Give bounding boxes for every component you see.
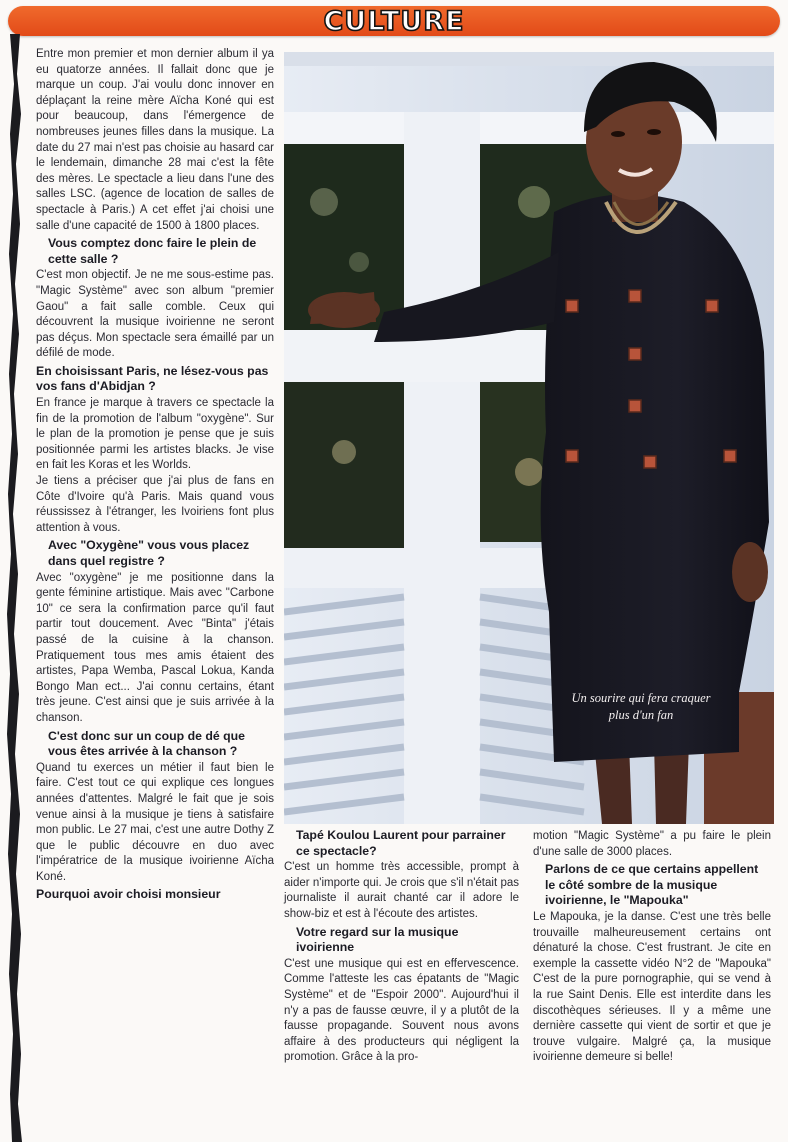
article-column-1 xyxy=(36,47,274,904)
photo-caption xyxy=(546,690,736,724)
paragraph: Avec "oxygène" je me positionne dans la gente féminine artistique. Mais avec "Carbone 10" ce sera la confirmation parce qu'il faut partir tout doucement. Avec "Binta" j'étais passé de la cuisine à la chanson. Pratiquement tous mes amis étaient des artistes, Papa Wemba, Pascal Lokua, Kanda Bongo Man ect... J'ai connu certains, étant très jeune. C'est ainsi que je suis arrivée à la chanson. xyxy=(36,571,274,724)
paragraph: Je tiens a préciser que j'ai plus de fans en Côte d'Ivoire qu'à Paris. Mais quand vous réussissez à l'étranger, les Ivoiriens font plus attention à vous. xyxy=(36,475,274,534)
interview-question: Parlons de ce que certains appellent le côté sombre de la musique ivoirienne, le "Mapouka" xyxy=(545,862,759,908)
caption-line: Un sourire qui fera craquer xyxy=(571,691,711,705)
paragraph: En france je marque à travers ce spectacle la fin de la promotion de l'album "oxygène". Sur le plan de la promotion je pense que je suis positionnée parmi les artistes blacks. Je vise en fait les Koras et les Worlds. xyxy=(36,397,274,472)
paragraph: Entre mon premier et mon dernier album il ya eu quatorze années. Il fallait donc que je marque un coup. J'ai voulu donc innover en déplaçant la reine mère Aïcha Koné qui est pour beaucoup, dans l'émergence de nombreuses jeunes filles dans la musique. La date du 27 mai n'est pas choisie au hasard car le lendemain, dimanche 28 mai c'est la fête des mères. Le spectacle a lieu dans l'une des salles LSC. (agence de location de salles de spectacle à Paris.) A cet effet j'ai choisi une salle d'une capacité de 1500 à 1800 places. xyxy=(36,48,274,232)
article-column-3 xyxy=(533,829,771,1066)
interview-question: Pourquoi avoir choisi monsieur xyxy=(36,887,221,902)
paragraph: Le Mapouka, je la danse. C'est une très belle trouvaille malheureusement certains ont dénaturé la chose. C'est frustrant. Je cite en exemple la cassette vidéo N°2 de "Mapouka" C'est de la pure pornographie, qui se vend à la rue Saint Denis. Elle est interdite dans les discothèques sérieuses. Il y a même une dernière cassette qui vient de sortir et que je trouve vulgaire. Malgré ça, la musique ivoirienne demeure si belle! xyxy=(533,910,771,1064)
interview-question: Votre regard sur la musique ivoirienne xyxy=(296,924,459,955)
interview-question: C'est donc sur un coup de dé que vous êtes arrivée à la chanson ? xyxy=(48,728,245,759)
torn-edge-decoration xyxy=(6,34,28,1142)
paragraph: C'est un homme très accessible, prompt à aider n'importe qui. Je crois que s'il n'était pas journaliste il aurait chanté car il adore le show-biz et est à l'écoute des artistes. xyxy=(284,861,519,920)
section-title: CULTURE xyxy=(323,6,465,37)
caption-line: plus d'un fan xyxy=(608,708,674,722)
paragraph: C'est une musique qui est en effervescence. Comme l'atteste les cas épatants de "Magic Système" et de "Espoir 2000". Aujourd'hui il n'y a pas de fausse œuvre, il y a plutôt de la fausse propagande. Souvent nous avons affaire à des producteurs qui négligent la promotion. Grâce à la pro- xyxy=(284,957,519,1064)
paragraph: motion "Magic Système" a pu faire le plein d'une salle de 3000 places. xyxy=(533,830,771,858)
interview-question: Avec "Oxygène" vous vous placez dans quel registre ? xyxy=(48,538,250,568)
interview-question: Tapé Koulou Laurent pour parrainer ce spectacle? xyxy=(296,828,506,858)
section-banner xyxy=(8,6,780,36)
paragraph: Quand tu exerces un métier il faut bien le faire. C'est tout ce qui explique ces longues années d'attentes. Malgré le fait que je sois venue ainsi à la musique je tiens à satisfaire mon public. Le 27 mai, c'est une autre Dothy Z que le public découvre en duo avec l'impératrice de la musique ivoirienne Aïcha Koné. xyxy=(36,761,274,883)
interview-question: Vous comptez donc faire le plein de cette salle ? xyxy=(48,236,257,266)
article-column-2 xyxy=(284,826,519,1066)
paragraph: C'est mon objectif. Je ne me sous-estime pas. "Magic Système" avec son album "premier Gaou" a fait salle comble. Ceux qui découvrent la musique ivoirienne ne seront pas déçus. Mon spectacle sera émaillé par un défilé de mode. xyxy=(36,269,274,360)
interview-question: En choisissant Paris, ne lésez-vous pas vos fans d'Abidjan ? xyxy=(36,363,269,394)
